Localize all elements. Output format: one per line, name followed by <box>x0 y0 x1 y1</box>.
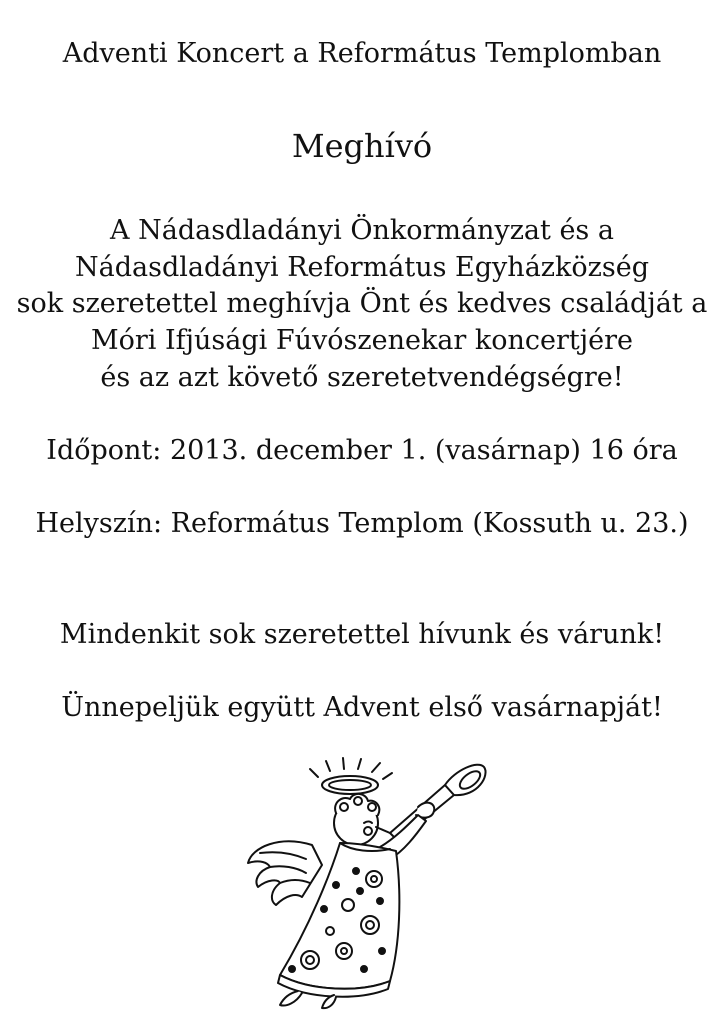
event-header: Adventi Koncert a Református Templomban <box>62 38 662 69</box>
event-location: Helyszín: Református Templom (Kossuth u. 23.) <box>35 508 689 539</box>
advent-message: Ünnepeljük együtt Advent első vasárnapját! <box>61 692 663 723</box>
invitation-text-line: sok szeretettel meghívja Önt és kedves családját a <box>16 288 708 319</box>
event-time: Időpont: 2013. december 1. (vasárnap) 16 óra <box>46 435 678 466</box>
invitation-text-line: Móri Ifjúsági Fúvószenekar koncertjére <box>90 325 633 356</box>
angel-trumpet-illustration <box>240 755 490 1010</box>
invitation-text-line: és az azt követő szeretetvendégségre! <box>100 362 624 393</box>
invitation-text-line: A Nádasdladányi Önkormányzat és a <box>110 215 614 246</box>
page-title: Meghívó <box>291 127 433 165</box>
invitation-text-line: Nádasdladányi Református Egyházközség <box>75 252 649 283</box>
welcome-message: Mindenkit sok szeretettel hívunk és várunk! <box>59 619 665 650</box>
